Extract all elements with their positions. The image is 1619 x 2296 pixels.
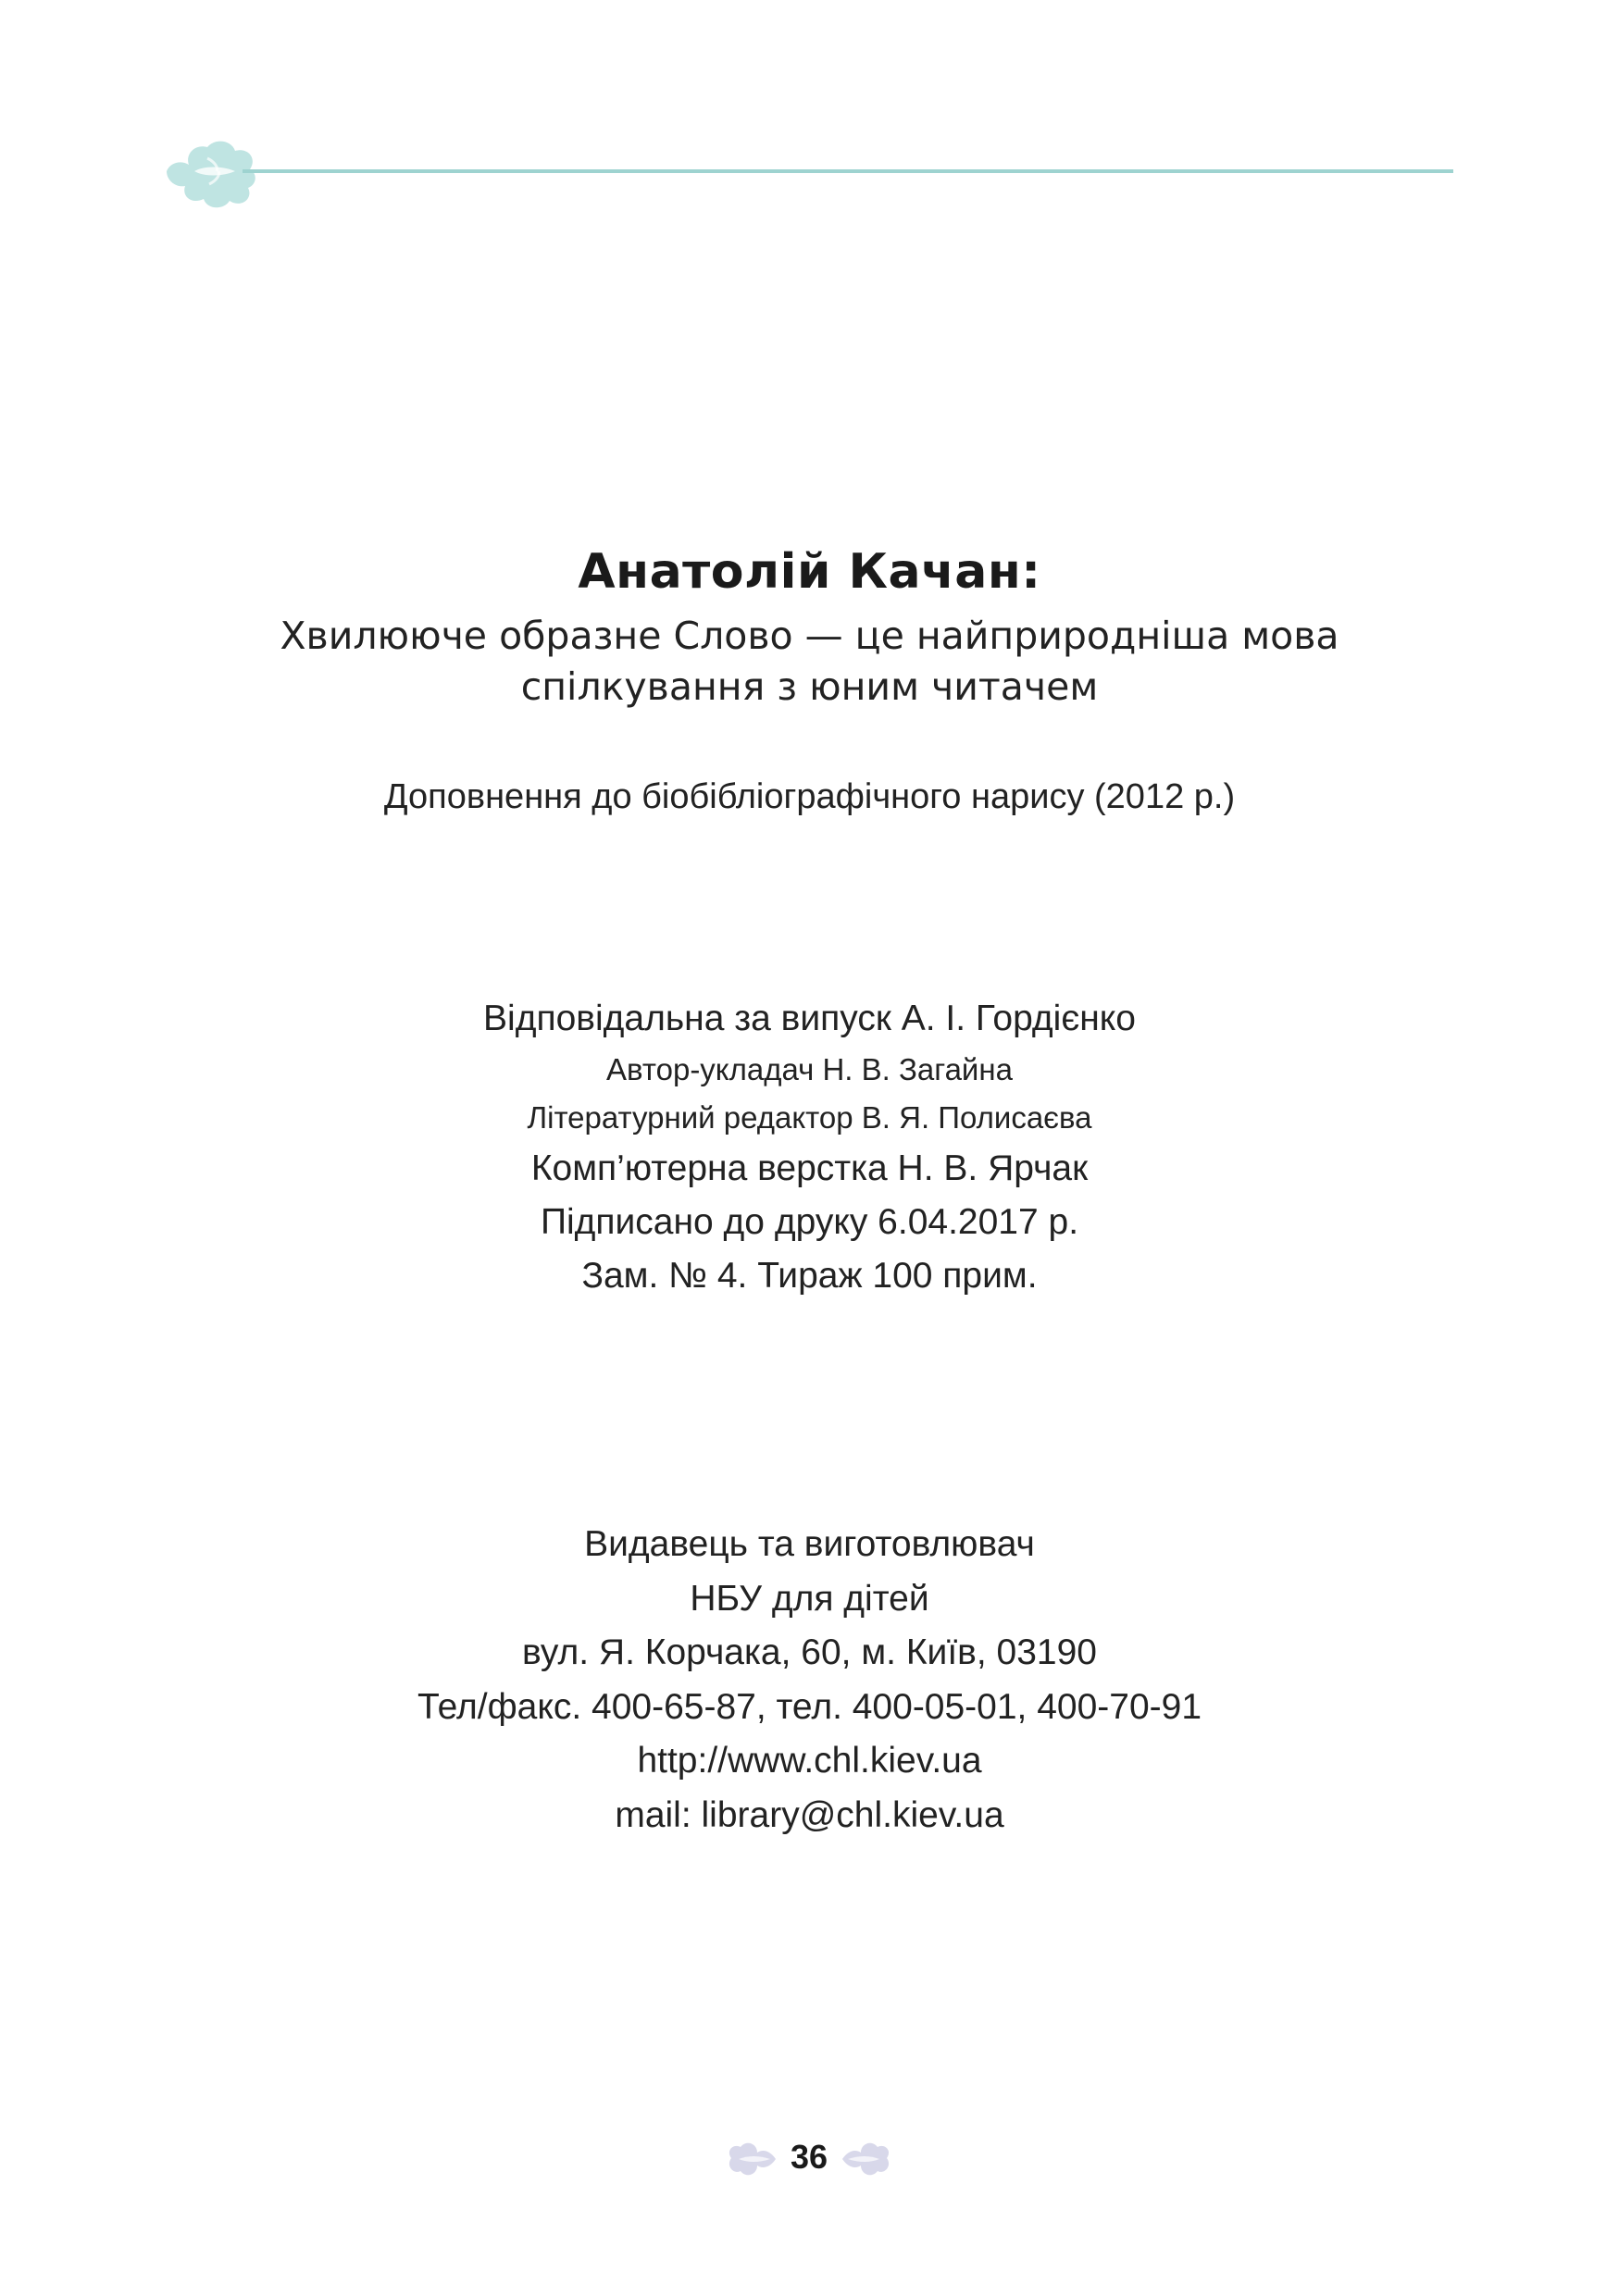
publisher-email[interactable]: mail: library@chl.kiev.ua <box>615 1794 1004 1835</box>
subtitle-line-1: Хвилююче образне Слово — це найприродніша мова <box>280 614 1339 658</box>
credit-responsible: Відповідальна за випуск А. І. Гордієнко <box>483 999 1136 1038</box>
header-ornament <box>157 134 1472 208</box>
publisher-name: НБУ для дітей <box>690 1578 929 1619</box>
publisher-block <box>0 1518 1619 1843</box>
page-footer <box>716 2127 902 2191</box>
credit-editor: Літературний редактор В. Я. Полисаєва <box>527 1100 1092 1135</box>
page-subtitle <box>0 611 1619 713</box>
publisher-line-1: Видавець та виготовлювач <box>584 1524 1035 1564</box>
credits-block <box>0 992 1619 1303</box>
page-number: 36 <box>790 2138 828 2176</box>
credit-layout: Комп’ютерна верстка Н. В. Ярчак <box>530 1148 1089 1188</box>
publisher-website[interactable]: http://www.chl.kiev.ua <box>637 1741 982 1781</box>
footer-right-ornament-icon <box>841 2138 892 2180</box>
page-title: Анатолій Качан: <box>578 544 1041 600</box>
publisher-phones: Тел/факс. 400-65-87, тел. 400-05-01, 400-70-91 <box>417 1686 1202 1727</box>
flower-ornament-icon <box>167 142 255 208</box>
subtitle-line-2: спілкування з юним читачем <box>520 664 1099 709</box>
credit-signed: Підписано до друку 6.04.2017 р. <box>540 1202 1079 1242</box>
credit-order: Зам. № 4. Тираж 100 прим. <box>581 1256 1038 1296</box>
supplement-note: Доповнення до біобібліографічного нарису (2012 р.) <box>383 777 1236 816</box>
publisher-address: вул. Я. Корчака, 60, м. Київ, 03190 <box>521 1632 1097 1672</box>
credit-compiler: Автор-укладач Н. В. Загайна <box>606 1052 1013 1086</box>
